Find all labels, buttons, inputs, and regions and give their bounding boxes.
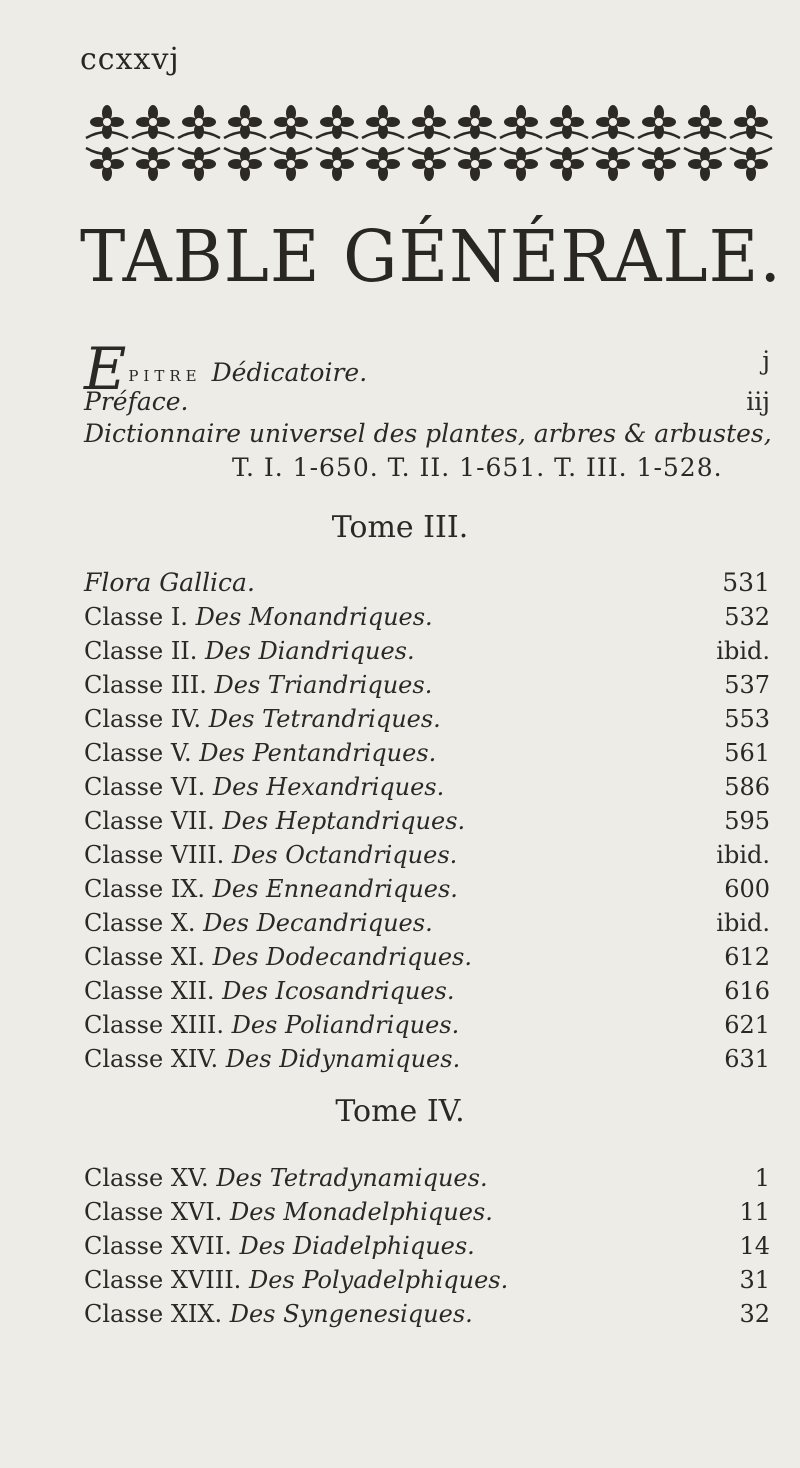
class-entry-label bbox=[84, 907, 433, 939]
class-number: Classe XV. bbox=[84, 1164, 209, 1192]
class-entry-label bbox=[84, 1196, 493, 1228]
class-entry-row bbox=[84, 669, 770, 701]
smallcaps-word: PITRE bbox=[128, 367, 202, 385]
class-number: Classe XIX. bbox=[84, 1300, 223, 1328]
fleuron-glyph bbox=[638, 147, 680, 181]
fleuron-glyph bbox=[638, 105, 680, 139]
fleuron-glyph bbox=[500, 105, 542, 139]
fleuron-glyph bbox=[730, 147, 772, 181]
class-entry-row bbox=[84, 873, 770, 905]
class-entry-label bbox=[84, 1230, 475, 1262]
fleuron-glyph bbox=[408, 147, 450, 181]
class-entry-label bbox=[84, 941, 472, 973]
class-number: Classe III. bbox=[84, 671, 207, 699]
class-number: Classe XVII. bbox=[84, 1232, 232, 1260]
fleuron-glyph bbox=[362, 105, 404, 139]
class-entry-row bbox=[84, 635, 770, 667]
fleuron-glyph bbox=[362, 147, 404, 181]
class-page-number: 612 bbox=[724, 943, 770, 971]
class-entry-label bbox=[84, 601, 433, 633]
class-name: Des Monadelphiques. bbox=[229, 1198, 493, 1226]
class-number: Classe VI. bbox=[84, 773, 206, 801]
class-name: Des Tetradynamiques. bbox=[216, 1164, 488, 1192]
fleuron-glyph bbox=[592, 105, 634, 139]
entry-flora-gallica bbox=[84, 567, 770, 599]
entry-label: Dictionnaire universel des plantes, arbres & arbustes, bbox=[84, 419, 772, 448]
fleuron-glyph bbox=[316, 105, 358, 139]
class-page-number: 532 bbox=[724, 603, 770, 631]
entry-label: Dédicatoire. bbox=[211, 358, 368, 387]
page-folio: ccxxvj bbox=[80, 42, 180, 77]
fleuron-glyph bbox=[500, 147, 542, 181]
class-number: Classe XIV. bbox=[84, 1045, 219, 1073]
class-entry-row bbox=[84, 703, 770, 735]
class-entry-row bbox=[84, 1264, 770, 1296]
fleuron-glyph bbox=[408, 105, 450, 139]
class-page-number: 32 bbox=[739, 1300, 770, 1328]
class-entry-row bbox=[84, 1043, 770, 1075]
class-name: Des Tetrandriques. bbox=[208, 705, 441, 733]
class-page-number: 600 bbox=[724, 875, 770, 903]
class-page-number: 11 bbox=[739, 1198, 770, 1226]
class-entry-label bbox=[84, 839, 457, 871]
class-number: Classe IV. bbox=[84, 705, 202, 733]
section-heading-tome-4: Tome IV. bbox=[335, 1094, 465, 1129]
class-entry-label bbox=[84, 737, 436, 769]
class-entry-row bbox=[84, 1298, 770, 1330]
class-name: Des Octandriques. bbox=[231, 841, 458, 869]
fleuron-ornament-band bbox=[84, 100, 774, 190]
class-entry-row bbox=[84, 737, 770, 769]
class-name: Des Hexandriques. bbox=[212, 773, 445, 801]
class-entry-row bbox=[84, 941, 770, 973]
class-page-number: 621 bbox=[724, 1011, 770, 1039]
class-name: Des Heptandriques. bbox=[222, 807, 466, 835]
class-page-number: 595 bbox=[724, 807, 770, 835]
class-entry-row bbox=[84, 1162, 770, 1194]
fleuron-glyph bbox=[684, 105, 726, 139]
class-entry-row bbox=[84, 601, 770, 633]
class-number: Classe VIII. bbox=[84, 841, 225, 869]
class-number: Classe IX. bbox=[84, 875, 206, 903]
page-title: TABLE GÉNÉRALE. bbox=[80, 216, 782, 299]
class-entry-row bbox=[84, 839, 770, 871]
class-number: Classe XI. bbox=[84, 943, 206, 971]
class-entry-row bbox=[84, 771, 770, 803]
class-entry-row bbox=[84, 1230, 770, 1262]
class-number: Classe XVIII. bbox=[84, 1266, 242, 1294]
class-page-number: 561 bbox=[724, 739, 770, 767]
entry-continuation: T. I. 1-650. T. II. 1-651. T. III. 1-528. bbox=[232, 453, 723, 482]
fleuron-glyph bbox=[270, 147, 312, 181]
class-page-number: 1 bbox=[754, 1164, 770, 1192]
class-page-number: ibid. bbox=[716, 637, 770, 665]
class-page-number: 586 bbox=[724, 773, 770, 801]
fleuron-glyph bbox=[132, 147, 174, 181]
class-name: Des Polyadelphiques. bbox=[248, 1266, 509, 1294]
class-entry-label bbox=[84, 1162, 488, 1194]
fleuron-glyph bbox=[132, 105, 174, 139]
fleuron-glyph bbox=[224, 105, 266, 139]
fleuron-glyph bbox=[454, 147, 496, 181]
class-entry-label bbox=[84, 1043, 460, 1075]
class-entry-label bbox=[84, 635, 415, 667]
class-page-number: 14 bbox=[739, 1232, 770, 1260]
class-name: Des Enneandriques. bbox=[212, 875, 458, 903]
fleuron-glyph bbox=[546, 105, 588, 139]
class-entry-label bbox=[84, 771, 444, 803]
class-name: Des Diadelphiques. bbox=[239, 1232, 475, 1260]
class-entry-label bbox=[84, 975, 454, 1007]
class-number: Classe X. bbox=[84, 909, 196, 937]
class-entry-row bbox=[84, 975, 770, 1007]
class-name: Des Diandriques. bbox=[205, 637, 415, 665]
class-number: Classe XII. bbox=[84, 977, 215, 1005]
class-entry-row bbox=[84, 1196, 770, 1228]
class-page-number: ibid. bbox=[716, 909, 770, 937]
class-name: Des Icosandriques. bbox=[222, 977, 455, 1005]
entry-label: Flora Gallica. bbox=[84, 568, 255, 597]
fleuron-glyph bbox=[178, 105, 220, 139]
class-number: Classe XIII. bbox=[84, 1011, 224, 1039]
class-name: Des Pentandriques. bbox=[199, 739, 437, 767]
class-number: Classe VII. bbox=[84, 807, 215, 835]
class-name: Des Didynamiques. bbox=[225, 1045, 461, 1073]
fleuron-glyph bbox=[316, 147, 358, 181]
fleuron-glyph bbox=[224, 147, 266, 181]
class-name: Des Triandriques. bbox=[214, 671, 433, 699]
class-page-number: 537 bbox=[724, 671, 770, 699]
entry-dictionnaire bbox=[84, 418, 770, 450]
section-heading-tome-3: Tome III. bbox=[331, 510, 469, 545]
fleuron-glyph bbox=[270, 105, 312, 139]
class-entry-label bbox=[84, 1298, 473, 1330]
fleuron-glyph bbox=[730, 105, 772, 139]
class-name: Des Dodecandriques. bbox=[212, 943, 472, 971]
class-entry-label bbox=[84, 703, 441, 735]
class-entry-label bbox=[84, 1264, 508, 1296]
class-name: Des Syngenesiques. bbox=[229, 1300, 473, 1328]
fleuron-glyph bbox=[546, 147, 588, 181]
class-entry-label bbox=[84, 805, 465, 837]
entry-preface bbox=[84, 386, 770, 418]
class-entry-label bbox=[84, 1009, 459, 1041]
entry-label: Préface. bbox=[84, 387, 189, 416]
class-entry-row bbox=[84, 907, 770, 939]
class-number: Classe XVI. bbox=[84, 1198, 223, 1226]
class-page-number: 31 bbox=[739, 1266, 770, 1294]
fleuron-glyph bbox=[86, 105, 128, 139]
class-entry-label bbox=[84, 669, 432, 701]
fleuron-glyph bbox=[592, 147, 634, 181]
class-name: Des Poliandriques. bbox=[231, 1011, 460, 1039]
entry-page: iij bbox=[746, 387, 770, 416]
class-entry-label bbox=[84, 873, 458, 905]
class-number: Classe II. bbox=[84, 637, 198, 665]
class-entry-row bbox=[84, 805, 770, 837]
fleuron-glyph bbox=[86, 147, 128, 181]
fleuron-glyph bbox=[454, 105, 496, 139]
class-page-number: 616 bbox=[724, 977, 770, 1005]
class-name: Des Monandriques. bbox=[195, 603, 433, 631]
class-number: Classe I. bbox=[84, 603, 188, 631]
fleuron-glyph bbox=[178, 147, 220, 181]
entry-page: 531 bbox=[722, 568, 770, 597]
class-name: Des Decandriques. bbox=[203, 909, 433, 937]
dropcap-letter: E bbox=[84, 335, 127, 403]
class-page-number: 553 bbox=[724, 705, 770, 733]
class-page-number: 631 bbox=[724, 1045, 770, 1073]
entry-page: j bbox=[762, 346, 770, 375]
fleuron-glyph bbox=[684, 147, 726, 181]
class-page-number: ibid. bbox=[716, 841, 770, 869]
class-number: Classe V. bbox=[84, 739, 192, 767]
class-entry-row bbox=[84, 1009, 770, 1041]
